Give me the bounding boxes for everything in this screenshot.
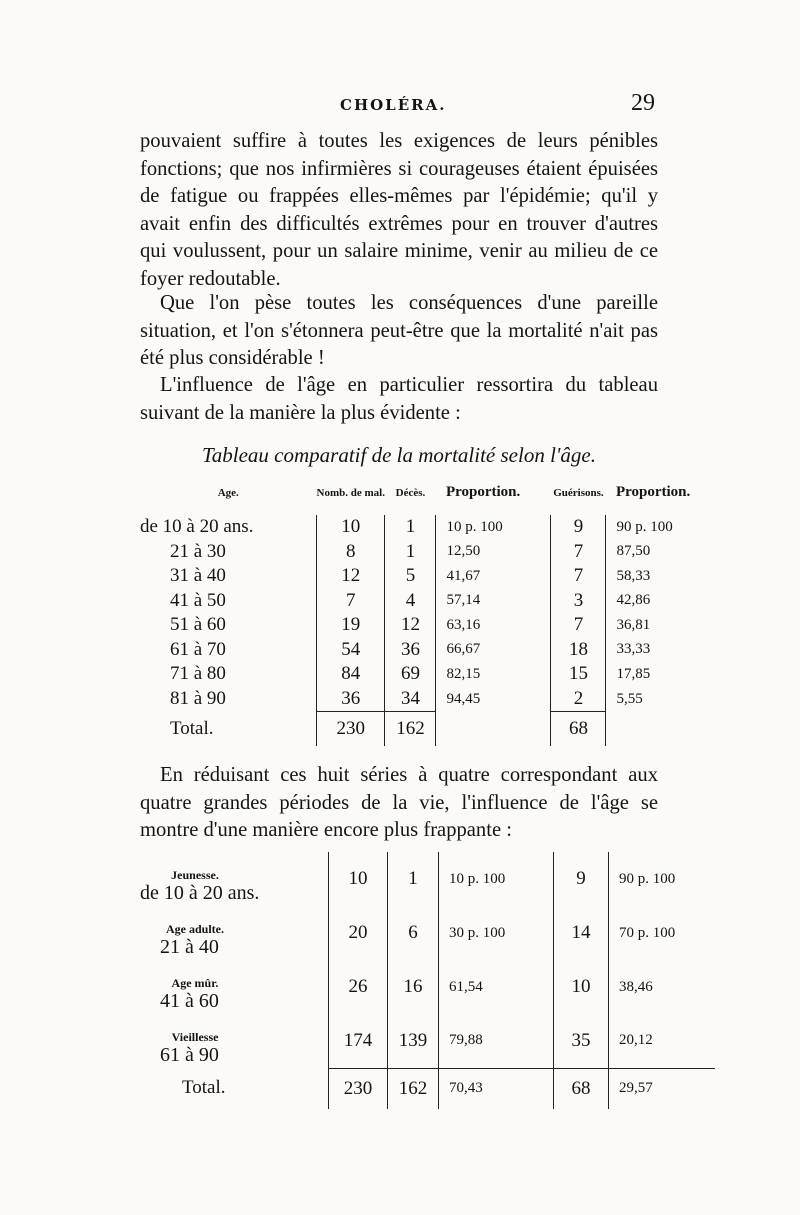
cell-deces: 1 [388, 852, 439, 906]
period-label: Age mûr. [171, 976, 219, 990]
cell-proportion: 57,14 [446, 592, 481, 609]
cell-age: de 10 à 20 ans. [140, 516, 254, 538]
cell-age: 51 à 60 [170, 614, 226, 636]
total-malades: 230 [317, 712, 385, 747]
cell-age: 41 à 50 [170, 589, 226, 611]
table-row [140, 852, 715, 906]
total-proportion: 70,43 [439, 1068, 554, 1109]
mortality-by-life-period-table [140, 852, 715, 1109]
header-proportion: Proportion. [445, 484, 521, 500]
cell-proportion-2: 20,12 [619, 1032, 653, 1049]
cell-guerisons: 10 [554, 960, 609, 1014]
paragraph-4-text: En réduisant ces huit séries à quatre correspondant aux quatre grandes périodes de la vie, l'influence de l'âge se montre d'une manière encore plus frappante : [140, 764, 658, 841]
cell-guerisons: 15 [551, 662, 606, 687]
cell-guerisons: 18 [551, 638, 606, 663]
period-label: Jeunesse. [171, 868, 219, 882]
table-row [140, 515, 712, 540]
period-range: 61 à 90 [160, 1044, 219, 1066]
cell-age: 81 à 90 [170, 688, 226, 709]
cell-proportion: 79,88 [449, 1032, 483, 1049]
paragraph-2-text: Que l'on pèse toutes les conséquences d'une pareille situation, et l'on s'étonnera peut-être que la mortalité n'ait pas été plus considérable ! [140, 292, 658, 369]
cell-malades: 7 [317, 589, 385, 614]
total-proportion-empty [436, 712, 551, 747]
period-range: 21 à 40 [160, 936, 219, 958]
cell-malades: 12 [317, 564, 385, 589]
cell-age: 31 à 40 [170, 565, 226, 587]
table-caption: Tableau comparatif de la mortalité selon l'âge. [202, 443, 596, 467]
cell-guerisons: 7 [551, 564, 606, 589]
table-row [140, 662, 712, 687]
cell-deces: 12 [385, 613, 436, 638]
cell-malades: 174 [329, 1014, 388, 1068]
cell-deces: 5 [385, 564, 436, 589]
page-number: 29 [631, 90, 655, 116]
period-label: Age adulte. [166, 922, 224, 936]
cell-proportion-2: 36,81 [616, 616, 651, 633]
header-malades: Nomb. de mal. [316, 486, 385, 499]
paragraph-3-text: L'influence de l'âge en particulier ressortira du tableau suivant de la manière la plus évidente : [140, 374, 658, 424]
cell-proportion-2: 90 p. 100 [616, 518, 673, 535]
total-malades: 230 [329, 1068, 388, 1109]
header-guerisons: Guérisons. [553, 486, 604, 499]
cell-malades: 8 [317, 540, 385, 565]
total-proportion-2-empty [606, 712, 713, 747]
cell-guerisons: 3 [551, 589, 606, 614]
table-row [140, 687, 712, 712]
cell-deces: 34 [385, 687, 436, 712]
mortality-by-age-table [140, 484, 712, 746]
cell-age: 61 à 70 [170, 638, 226, 660]
cell-malades: 10 [317, 515, 385, 540]
total-deces: 162 [385, 712, 436, 747]
cell-age: 21 à 30 [170, 540, 226, 562]
cell-proportion-2: 38,46 [619, 978, 653, 995]
total-label: Total. [170, 717, 214, 739]
cell-malades: 36 [317, 687, 385, 712]
cell-proportion-2: 90 p. 100 [619, 870, 676, 887]
cell-deces: 139 [388, 1014, 439, 1068]
cell-deces: 16 [388, 960, 439, 1014]
cell-guerisons: 14 [554, 906, 609, 960]
table-total-row [140, 712, 712, 747]
total-guerisons: 68 [554, 1068, 609, 1109]
total-deces: 162 [388, 1068, 439, 1109]
header-age: Age. [217, 486, 239, 499]
cell-guerisons: 7 [551, 540, 606, 565]
paragraph-4 [140, 762, 658, 845]
cell-guerisons: 2 [551, 687, 606, 712]
cell-proportion: 41,67 [446, 567, 481, 584]
cell-proportion: 10 p. 100 [446, 518, 503, 535]
cell-proportion-2: 42,86 [616, 592, 651, 609]
table-row [140, 613, 712, 638]
cell-guerisons: 9 [554, 852, 609, 906]
cell-deces: 1 [385, 540, 436, 565]
paragraph-1-text: pouvaient suffire à toutes les exigences de leurs pénibles fonctions; que nos infirmières si courageuses étaient épuisées de fatigue ou frappées elles-mêmes par l'épidémie; qu'il y avait enfin des difficultés extrêmes pour en trouver d'autres qui voulussent, pour un salaire minime, venir au milieu de ce foyer redoutable. [140, 130, 658, 290]
cell-deces: 6 [388, 906, 439, 960]
paragraph-1 [140, 128, 658, 293]
cell-proportion: 10 p. 100 [449, 870, 506, 887]
cell-period [140, 852, 329, 906]
cell-proportion: 66,67 [446, 641, 481, 658]
total-proportion-2: 29,57 [609, 1068, 716, 1109]
cell-malades: 19 [317, 613, 385, 638]
table-row [140, 564, 712, 589]
cell-proportion: 12,50 [446, 543, 481, 560]
table-row [140, 960, 715, 1014]
cell-malades: 84 [317, 662, 385, 687]
running-header [0, 90, 800, 126]
paragraph-2 [140, 290, 658, 373]
header-proportion-2: Proportion. [615, 484, 691, 500]
table-row [140, 906, 715, 960]
cell-deces: 1 [385, 515, 436, 540]
cell-guerisons: 9 [551, 515, 606, 540]
total-label: Total. [182, 1077, 226, 1099]
cell-guerisons: 35 [554, 1014, 609, 1068]
period-label: Vieillesse [171, 1030, 219, 1044]
cell-proportion-2: 5,55 [616, 690, 643, 707]
cell-deces: 36 [385, 638, 436, 663]
cell-period [140, 960, 329, 1014]
cell-proportion-2: 70 p. 100 [619, 924, 676, 941]
header-deces: Décès. [395, 486, 426, 499]
cell-malades: 10 [329, 852, 388, 906]
cell-malades: 26 [329, 960, 388, 1014]
cell-malades: 20 [329, 906, 388, 960]
cell-period [140, 1014, 329, 1068]
period-range: de 10 à 20 ans. [140, 882, 260, 904]
table-total-row [140, 1068, 715, 1109]
table-row [140, 638, 712, 663]
cell-proportion: 63,16 [446, 616, 481, 633]
table-row [140, 1014, 715, 1068]
cell-proportion-2: 87,50 [616, 543, 651, 560]
cell-period [140, 906, 329, 960]
cell-guerisons: 7 [551, 613, 606, 638]
cell-deces: 69 [385, 662, 436, 687]
total-guerisons: 68 [551, 712, 606, 747]
table-row [140, 589, 712, 614]
paragraph-3 [140, 372, 658, 427]
table-row [140, 540, 712, 565]
period-range: 41 à 60 [160, 990, 219, 1012]
cell-proportion: 61,54 [449, 978, 483, 995]
cell-age: 71 à 80 [170, 663, 226, 685]
cell-proportion-2: 33,33 [616, 641, 651, 658]
cell-proportion-2: 17,85 [616, 665, 651, 682]
cell-proportion: 30 p. 100 [449, 924, 506, 941]
cell-deces: 4 [385, 589, 436, 614]
cell-proportion: 82,15 [446, 665, 481, 682]
running-title: CHOLÉRA. [340, 96, 447, 114]
cell-proportion: 94,45 [446, 690, 481, 707]
cell-proportion-2: 58,33 [616, 567, 651, 584]
cell-malades: 54 [317, 638, 385, 663]
table-header-row [140, 484, 712, 515]
